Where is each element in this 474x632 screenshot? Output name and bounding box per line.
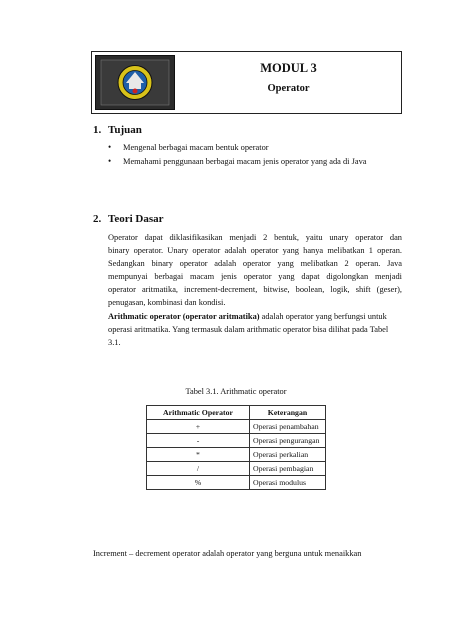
paragraph-line: 3.1. [108, 338, 121, 347]
module-title: MODUL 3 [260, 61, 317, 75]
section1-bullet-2: Memahami penggunaan berbagai macam jenis operator yang ada di Java [123, 157, 367, 166]
paragraph-line: Operator dapat diklasifikasikan menjadi 2 bentuk, yaitu unary operator dan [108, 233, 402, 242]
section1-heading: Tujuan [108, 124, 142, 136]
section1-bullet-1: Mengenal berbagai macam bentuk operator [123, 143, 269, 152]
footer-paragraph: Increment – decrement operator adalah operator yang berguna untuk menaikkan [93, 549, 362, 558]
section2-paragraph-1 [108, 231, 402, 309]
table-header-operator: Arithmatic Operator [147, 406, 250, 420]
paragraph-line: operasi aritmatika. Yang termasuk dalam arithmatic operator bisa dilihat pada Tabel [108, 325, 389, 334]
paragraph-line: operator aritmatika, increment-decrement, bitwise, boolean, logik, shift (geser), [108, 285, 402, 294]
table-header-row [147, 406, 326, 420]
operator-symbol: % [147, 476, 250, 490]
paragraph-line: Sedangkan binary operator adalah operator yang melibatkan 2 operan. Java [108, 259, 402, 268]
bullet-icon: • [108, 142, 112, 152]
paragraph-line: mempunyai berbagai macam jenis operator yang dapat digolongkan menjadi [108, 272, 402, 281]
paragraph-text: adalah operator yang berfungsi untuk [259, 312, 387, 321]
section2-heading: Teori Dasar [108, 213, 164, 225]
paragraph-line: binary operator. Unary operator adalah operator yang hanya melibatkan 1 operan. [108, 246, 402, 255]
table-row [147, 462, 326, 476]
section1-number: 1. [93, 124, 102, 136]
bullet-icon: • [108, 156, 112, 166]
logo-frame [95, 55, 175, 110]
table-row [147, 448, 326, 462]
operator-description: Operasi pembagian [250, 462, 326, 476]
section2-paragraph-2 [108, 310, 402, 349]
operator-description: Operasi pengurangan [250, 434, 326, 448]
section2-number: 2. [93, 213, 102, 225]
arithmetic-operator-table [146, 405, 326, 490]
operator-symbol: - [147, 434, 250, 448]
operator-description: Operasi penambahan [250, 420, 326, 434]
module-subtitle: Operator [267, 83, 310, 94]
operator-symbol: * [147, 448, 250, 462]
table-row [147, 434, 326, 448]
operator-description: Operasi modulus [250, 476, 326, 490]
paragraph-line [108, 310, 402, 323]
arithmetic-operator-term: Arithmatic operator (operator aritmatika) [108, 312, 260, 321]
table-row [147, 420, 326, 434]
header-title-area [178, 52, 399, 112]
paragraph-line: penugasan, kombinasi dan kondisi. [108, 298, 226, 307]
table-row [147, 476, 326, 490]
table-header-description: Keterangan [250, 406, 326, 420]
university-seal-icon [96, 56, 174, 109]
operator-symbol: / [147, 462, 250, 476]
table-caption: Tabel 3.1. Arithmatic operator [185, 387, 287, 396]
operator-description: Operasi perkalian [250, 448, 326, 462]
operator-symbol: + [147, 420, 250, 434]
module-header-box [91, 51, 402, 114]
